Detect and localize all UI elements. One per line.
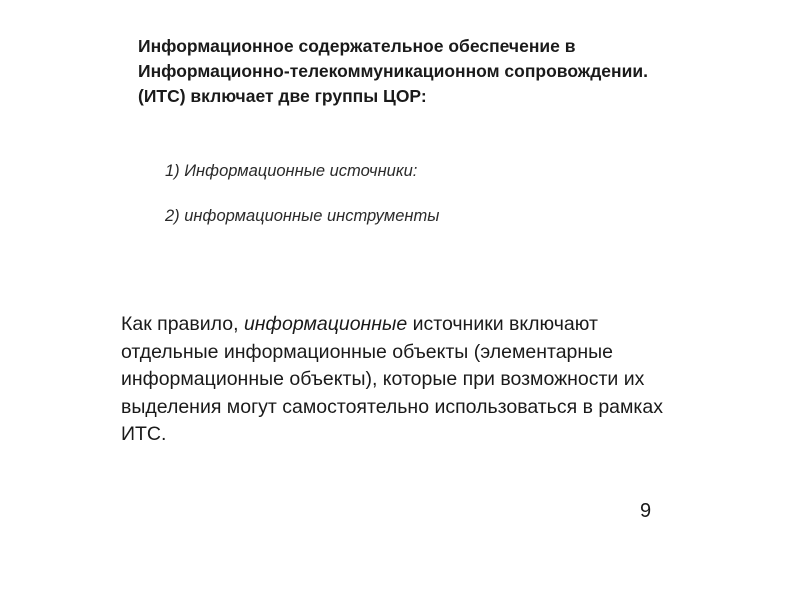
paragraph-line: ИТС.	[121, 423, 167, 445]
slide-heading	[138, 34, 758, 109]
paragraph-text: Как правило,	[121, 313, 244, 335]
resource-groups-list	[165, 158, 439, 248]
paragraph-line: отдельные информационные объекты (элементарные	[121, 340, 614, 363]
page-number: 9	[640, 500, 652, 522]
paragraph-emphasis: информационные	[243, 313, 408, 335]
paragraph-line	[121, 311, 761, 339]
list-item: 2) информационные инструменты	[165, 207, 440, 225]
paragraph-line: информационные объекты), которые при возможности их	[121, 368, 645, 390]
heading-line: (ИТС) включает две группы ЦОР:	[138, 86, 427, 106]
paragraph-line: выделения могут самостоятельно использоваться в рамках	[121, 395, 663, 418]
paragraph-text: источники включают	[407, 313, 598, 335]
heading-line: Информационно-телекоммуникационном сопровождении.	[138, 61, 648, 81]
list-item: 1) Информационные источники:	[165, 162, 418, 180]
heading-line: Информационное содержательное обеспечение в	[138, 36, 576, 56]
body-paragraph	[121, 311, 761, 449]
